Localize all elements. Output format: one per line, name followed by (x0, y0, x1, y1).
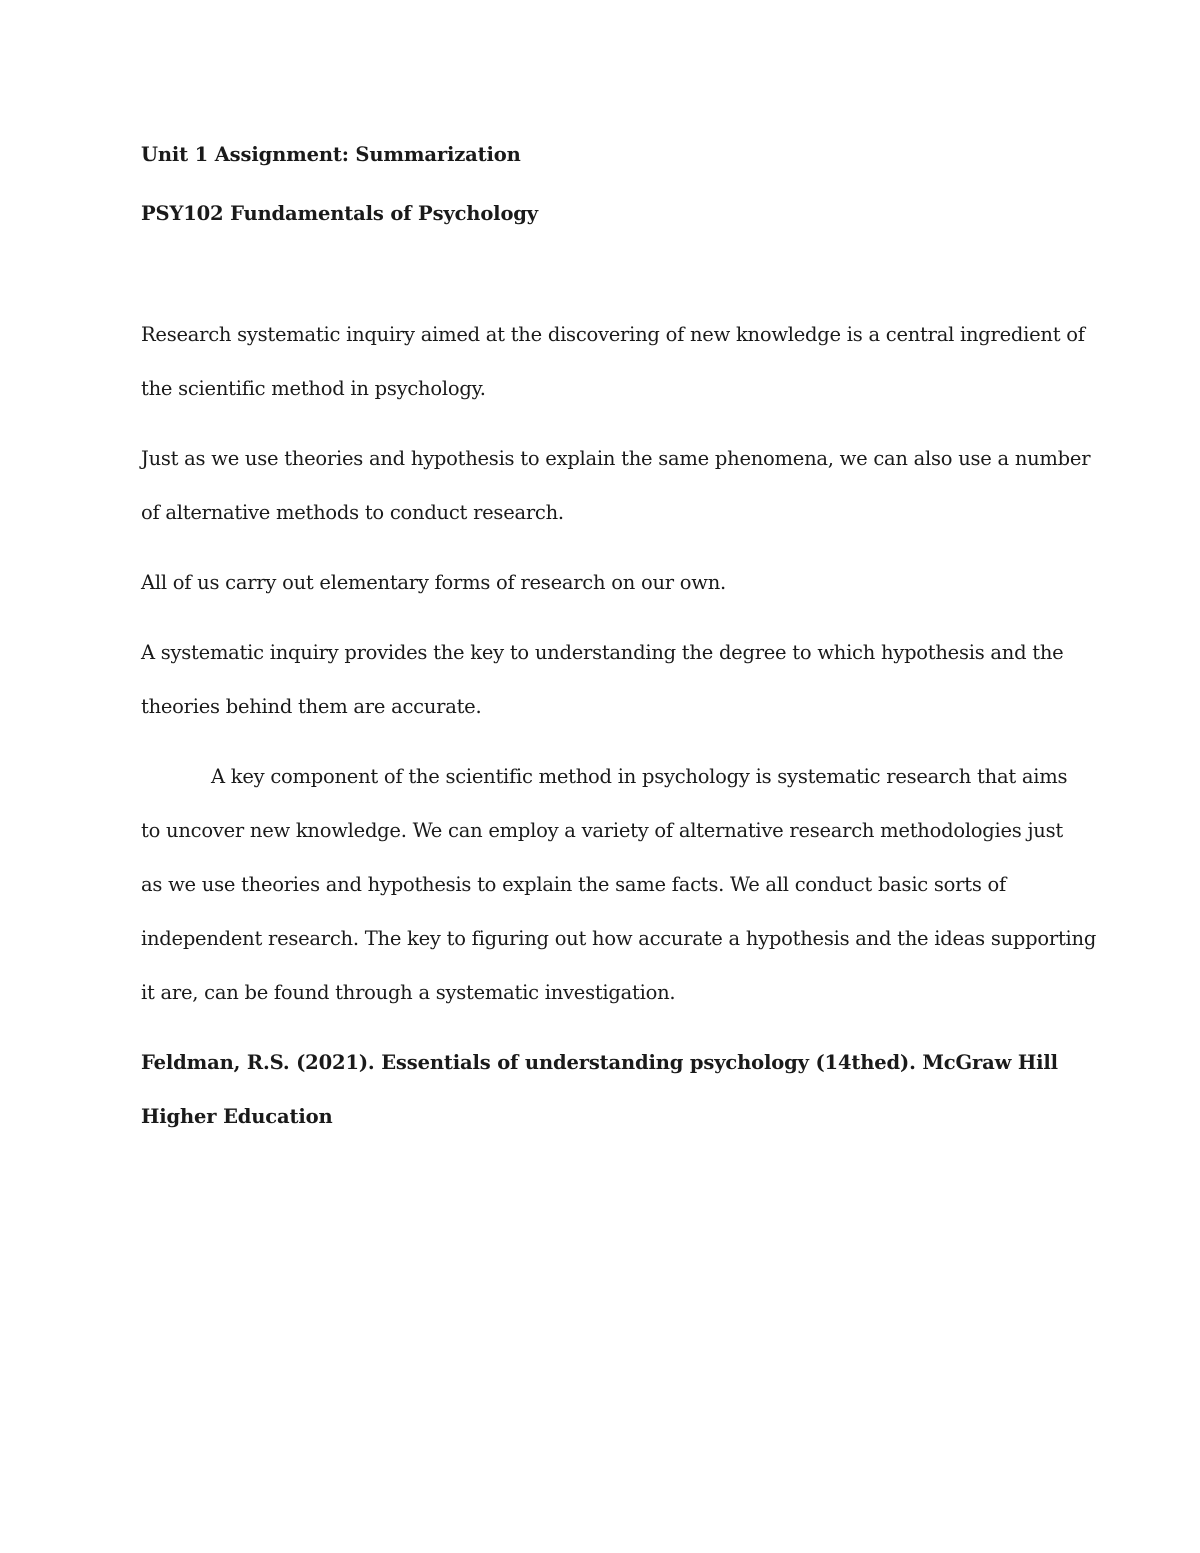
paragraph-line: Research systematic inquiry aimed at the discovering of new knowledge is a central ingredient of (141, 323, 1085, 346)
reference-line: Feldman, R.S. (2021). Essentials of understanding psychology (14thed). McGraw Hill (141, 1051, 1058, 1074)
document-title: Unit 1 Assignment: Summarization (141, 143, 521, 166)
paragraph-line: as we use theories and hypothesis to explain the same facts. We all conduct basic sorts of (141, 873, 1006, 896)
paragraph-line: the scientific method in psychology. (141, 377, 486, 400)
paragraph-line: independent research. The key to figuring out how accurate a hypothesis and the ideas supporting (141, 927, 1097, 950)
paragraph-line: Just as we use theories and hypothesis to explain the same phenomena, we can also use a number (141, 447, 1091, 470)
paragraph-line: theories behind them are accurate. (141, 695, 482, 718)
paragraph-line: it are, can be found through a systematic investigation. (141, 981, 676, 1004)
paragraph-line: All of us carry out elementary forms of research on our own. (141, 571, 726, 594)
paragraph-line: A key component of the scientific method in psychology is systematic research that aims (211, 765, 1068, 788)
paragraph-line: A systematic inquiry provides the key to understanding the degree to which hypothesis and the (141, 641, 1064, 664)
paragraph-line: to uncover new knowledge. We can employ a variety of alternative research methodologies just (141, 819, 1063, 842)
reference-line: Higher Education (141, 1105, 333, 1128)
document-body (141, 140, 1097, 1132)
course-name: PSY102 Fundamentals of Psychology (141, 202, 538, 225)
paragraph-line: of alternative methods to conduct research. (141, 501, 564, 524)
